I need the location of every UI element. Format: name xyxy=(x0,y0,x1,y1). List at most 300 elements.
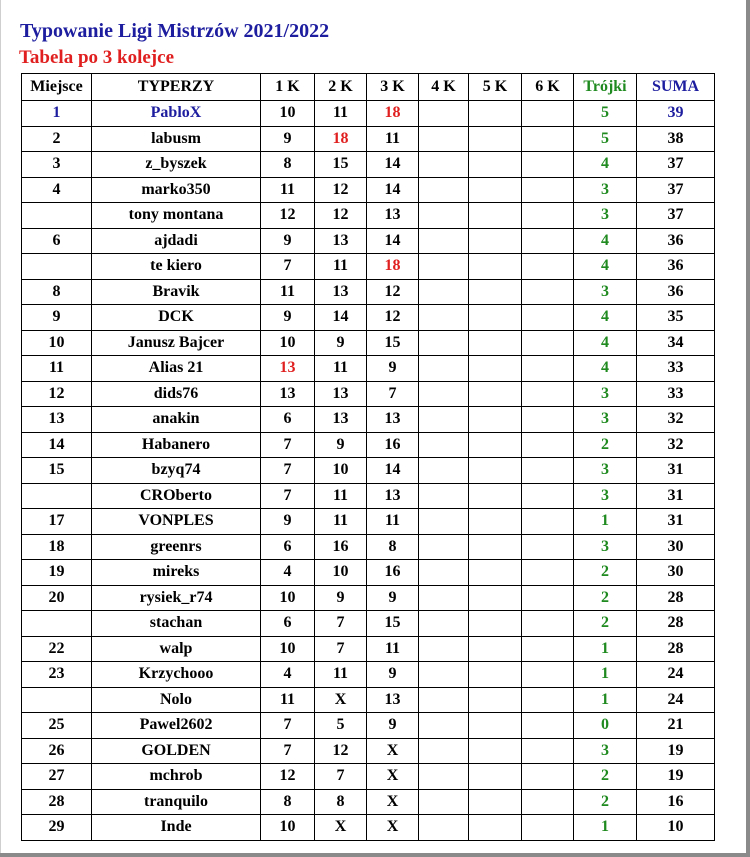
player-name-cell: Pawel2602 xyxy=(92,713,261,739)
trojki-cell: 3 xyxy=(574,177,637,203)
table-row xyxy=(22,789,715,815)
round-3-cell: 13 xyxy=(367,687,419,713)
header-k1: 1 K xyxy=(261,74,315,101)
round-6-cell xyxy=(522,662,574,688)
player-name-cell: CROberto xyxy=(92,483,261,509)
trojki-cell: 3 xyxy=(574,534,637,560)
round-6-cell xyxy=(522,738,574,764)
suma-cell: 28 xyxy=(637,636,715,662)
player-name-cell: greenrs xyxy=(92,534,261,560)
table-row xyxy=(22,432,715,458)
trojki-cell: 4 xyxy=(574,254,637,280)
player-name-cell: tony montana xyxy=(92,203,261,229)
round-1-cell: 10 xyxy=(261,815,315,841)
round-5-cell xyxy=(469,381,522,407)
suma-cell: 36 xyxy=(637,228,715,254)
trojki-cell: 5 xyxy=(574,101,637,127)
trojki-cell: 2 xyxy=(574,560,637,586)
round-4-cell xyxy=(419,738,469,764)
header-k4: 4 K xyxy=(419,74,469,101)
player-name-cell: bzyq74 xyxy=(92,458,261,484)
suma-cell: 31 xyxy=(637,509,715,535)
suma-cell: 24 xyxy=(637,687,715,713)
place-cell: 17 xyxy=(22,509,92,535)
header-k6: 6 K xyxy=(522,74,574,101)
round-1-cell: 13 xyxy=(261,381,315,407)
trojki-cell: 1 xyxy=(574,662,637,688)
round-3-cell: 14 xyxy=(367,458,419,484)
page-title: Typowanie Ligi Mistrzów 2021/2022 xyxy=(20,20,330,42)
round-6-cell xyxy=(522,687,574,713)
player-name-cell: Habanero xyxy=(92,432,261,458)
round-3-cell: X xyxy=(367,815,419,841)
suma-cell: 36 xyxy=(637,254,715,280)
round-1-cell: 6 xyxy=(261,534,315,560)
round-1-cell: 7 xyxy=(261,483,315,509)
round-3-cell: 8 xyxy=(367,534,419,560)
round-3-cell: 9 xyxy=(367,713,419,739)
suma-cell: 37 xyxy=(637,177,715,203)
round-5-cell xyxy=(469,764,522,790)
place-cell: 10 xyxy=(22,330,92,356)
place-cell: 22 xyxy=(22,636,92,662)
round-2-cell: 10 xyxy=(315,458,367,484)
header-players: TYPERZY xyxy=(92,74,261,101)
round-5-cell xyxy=(469,330,522,356)
player-name-cell: VONPLES xyxy=(92,509,261,535)
round-6-cell xyxy=(522,381,574,407)
round-2-cell: 11 xyxy=(315,509,367,535)
round-5-cell xyxy=(469,177,522,203)
player-name-cell: Alias 21 xyxy=(92,356,261,382)
round-5-cell xyxy=(469,509,522,535)
suma-cell: 35 xyxy=(637,305,715,331)
round-5-cell xyxy=(469,560,522,586)
round-3-cell: 13 xyxy=(367,483,419,509)
trojki-cell: 4 xyxy=(574,228,637,254)
player-name-cell: dids76 xyxy=(92,381,261,407)
round-4-cell xyxy=(419,152,469,178)
round-5-cell xyxy=(469,279,522,305)
standings-body xyxy=(22,101,715,841)
round-4-cell xyxy=(419,458,469,484)
round-6-cell xyxy=(522,305,574,331)
suma-cell: 30 xyxy=(637,534,715,560)
place-cell xyxy=(22,483,92,509)
suma-cell: 37 xyxy=(637,203,715,229)
round-6-cell xyxy=(522,815,574,841)
table-row xyxy=(22,228,715,254)
round-1-cell: 6 xyxy=(261,611,315,637)
suma-cell: 30 xyxy=(637,560,715,586)
round-2-cell: 11 xyxy=(315,483,367,509)
round-1-cell: 11 xyxy=(261,687,315,713)
trojki-cell: 4 xyxy=(574,330,637,356)
round-3-cell: 15 xyxy=(367,611,419,637)
player-name-cell: te kiero xyxy=(92,254,261,280)
suma-cell: 28 xyxy=(637,585,715,611)
table-row xyxy=(22,585,715,611)
suma-cell: 19 xyxy=(637,738,715,764)
suma-cell: 31 xyxy=(637,483,715,509)
player-name-cell: z_byszek xyxy=(92,152,261,178)
round-6-cell xyxy=(522,585,574,611)
round-6-cell xyxy=(522,101,574,127)
round-3-cell: 13 xyxy=(367,203,419,229)
suma-cell: 31 xyxy=(637,458,715,484)
round-4-cell xyxy=(419,662,469,688)
place-cell xyxy=(22,254,92,280)
table-row xyxy=(22,687,715,713)
round-6-cell xyxy=(522,509,574,535)
table-row xyxy=(22,254,715,280)
suma-cell: 33 xyxy=(637,356,715,382)
round-4-cell xyxy=(419,483,469,509)
player-name-cell: labusm xyxy=(92,126,261,152)
header-row xyxy=(22,74,715,101)
round-1-cell: 7 xyxy=(261,254,315,280)
round-5-cell xyxy=(469,789,522,815)
round-2-cell: 7 xyxy=(315,611,367,637)
round-3-cell: 14 xyxy=(367,177,419,203)
trojki-cell: 2 xyxy=(574,585,637,611)
round-5-cell xyxy=(469,152,522,178)
place-cell: 28 xyxy=(22,789,92,815)
round-2-cell: 13 xyxy=(315,381,367,407)
suma-cell: 33 xyxy=(637,381,715,407)
round-1-cell: 8 xyxy=(261,152,315,178)
round-3-cell: 9 xyxy=(367,662,419,688)
suma-cell: 21 xyxy=(637,713,715,739)
table-row xyxy=(22,458,715,484)
player-name-cell: DCK xyxy=(92,305,261,331)
table-row xyxy=(22,126,715,152)
round-6-cell xyxy=(522,407,574,433)
round-4-cell xyxy=(419,815,469,841)
place-cell: 15 xyxy=(22,458,92,484)
page-subtitle: Tabela po 3 kolejce xyxy=(19,47,174,68)
suma-cell: 24 xyxy=(637,662,715,688)
round-4-cell xyxy=(419,534,469,560)
round-2-cell: 11 xyxy=(315,254,367,280)
round-5-cell xyxy=(469,126,522,152)
round-6-cell xyxy=(522,203,574,229)
round-5-cell xyxy=(469,432,522,458)
trojki-cell: 4 xyxy=(574,356,637,382)
round-6-cell xyxy=(522,560,574,586)
round-2-cell: 13 xyxy=(315,407,367,433)
trojki-cell: 4 xyxy=(574,152,637,178)
suma-cell: 39 xyxy=(637,101,715,127)
round-5-cell xyxy=(469,101,522,127)
round-1-cell: 7 xyxy=(261,738,315,764)
round-4-cell xyxy=(419,407,469,433)
player-name-cell: Bravik xyxy=(92,279,261,305)
place-cell: 19 xyxy=(22,560,92,586)
table-row xyxy=(22,509,715,535)
round-2-cell: 14 xyxy=(315,305,367,331)
table-row xyxy=(22,483,715,509)
round-6-cell xyxy=(522,432,574,458)
place-cell: 18 xyxy=(22,534,92,560)
round-3-cell: 15 xyxy=(367,330,419,356)
trojki-cell: 1 xyxy=(574,509,637,535)
round-6-cell xyxy=(522,458,574,484)
round-2-cell: 9 xyxy=(315,330,367,356)
round-4-cell xyxy=(419,789,469,815)
trojki-cell: 3 xyxy=(574,203,637,229)
place-cell xyxy=(22,203,92,229)
round-6-cell xyxy=(522,152,574,178)
round-6-cell xyxy=(522,534,574,560)
round-4-cell xyxy=(419,636,469,662)
table-row xyxy=(22,738,715,764)
place-cell: 6 xyxy=(22,228,92,254)
round-2-cell: 12 xyxy=(315,738,367,764)
round-4-cell xyxy=(419,305,469,331)
round-1-cell: 4 xyxy=(261,560,315,586)
trojki-cell: 3 xyxy=(574,738,637,764)
round-6-cell xyxy=(522,483,574,509)
round-5-cell xyxy=(469,815,522,841)
trojki-cell: 5 xyxy=(574,126,637,152)
round-3-cell: 18 xyxy=(367,254,419,280)
round-2-cell: 11 xyxy=(315,356,367,382)
round-3-cell: 7 xyxy=(367,381,419,407)
round-3-cell: 16 xyxy=(367,432,419,458)
round-4-cell xyxy=(419,560,469,586)
round-2-cell: 15 xyxy=(315,152,367,178)
round-5-cell xyxy=(469,483,522,509)
header-suma: SUMA xyxy=(637,74,715,101)
round-2-cell: 12 xyxy=(315,203,367,229)
round-4-cell xyxy=(419,203,469,229)
standings-table xyxy=(21,73,715,841)
table-row xyxy=(22,305,715,331)
round-5-cell xyxy=(469,687,522,713)
place-cell: 26 xyxy=(22,738,92,764)
place-cell: 12 xyxy=(22,381,92,407)
round-3-cell: 9 xyxy=(367,356,419,382)
round-2-cell: 10 xyxy=(315,560,367,586)
table-row xyxy=(22,101,715,127)
player-name-cell: Krzychooo xyxy=(92,662,261,688)
header-k2: 2 K xyxy=(315,74,367,101)
table-row xyxy=(22,560,715,586)
player-name-cell: anakin xyxy=(92,407,261,433)
trojki-cell: 3 xyxy=(574,483,637,509)
round-2-cell: 7 xyxy=(315,636,367,662)
round-2-cell: 5 xyxy=(315,713,367,739)
round-2-cell: 11 xyxy=(315,101,367,127)
round-3-cell: 9 xyxy=(367,585,419,611)
place-cell: 3 xyxy=(22,152,92,178)
place-cell: 8 xyxy=(22,279,92,305)
round-1-cell: 7 xyxy=(261,713,315,739)
player-name-cell: tranquilo xyxy=(92,789,261,815)
player-name-cell: GOLDEN xyxy=(92,738,261,764)
suma-cell: 37 xyxy=(637,152,715,178)
round-4-cell xyxy=(419,101,469,127)
round-1-cell: 11 xyxy=(261,177,315,203)
round-4-cell xyxy=(419,585,469,611)
trojki-cell: 3 xyxy=(574,381,637,407)
place-cell: 25 xyxy=(22,713,92,739)
table-row xyxy=(22,330,715,356)
header-k3: 3 K xyxy=(367,74,419,101)
round-3-cell: 11 xyxy=(367,636,419,662)
round-1-cell: 7 xyxy=(261,458,315,484)
round-1-cell: 10 xyxy=(261,101,315,127)
table-row xyxy=(22,407,715,433)
round-3-cell: 18 xyxy=(367,101,419,127)
trojki-cell: 3 xyxy=(574,407,637,433)
suma-cell: 32 xyxy=(637,432,715,458)
round-1-cell: 10 xyxy=(261,330,315,356)
round-5-cell xyxy=(469,356,522,382)
round-3-cell: 13 xyxy=(367,407,419,433)
trojki-cell: 3 xyxy=(574,279,637,305)
round-2-cell: 16 xyxy=(315,534,367,560)
trojki-cell: 1 xyxy=(574,815,637,841)
round-1-cell: 9 xyxy=(261,126,315,152)
round-5-cell xyxy=(469,254,522,280)
table-row xyxy=(22,815,715,841)
round-4-cell xyxy=(419,713,469,739)
round-5-cell xyxy=(469,458,522,484)
suma-cell: 38 xyxy=(637,126,715,152)
header-trojki: Trójki xyxy=(574,74,637,101)
round-3-cell: X xyxy=(367,738,419,764)
player-name-cell: rysiek_r74 xyxy=(92,585,261,611)
round-6-cell xyxy=(522,611,574,637)
round-5-cell xyxy=(469,585,522,611)
round-1-cell: 7 xyxy=(261,432,315,458)
round-2-cell: 12 xyxy=(315,177,367,203)
place-cell: 23 xyxy=(22,662,92,688)
round-6-cell xyxy=(522,330,574,356)
table-row xyxy=(22,764,715,790)
round-5-cell xyxy=(469,611,522,637)
round-6-cell xyxy=(522,636,574,662)
round-1-cell: 10 xyxy=(261,585,315,611)
round-6-cell xyxy=(522,356,574,382)
suma-cell: 32 xyxy=(637,407,715,433)
round-3-cell: X xyxy=(367,789,419,815)
round-4-cell xyxy=(419,279,469,305)
round-3-cell: 14 xyxy=(367,152,419,178)
round-1-cell: 11 xyxy=(261,279,315,305)
trojki-cell: 2 xyxy=(574,432,637,458)
player-name-cell: walp xyxy=(92,636,261,662)
round-5-cell xyxy=(469,662,522,688)
round-5-cell xyxy=(469,228,522,254)
round-1-cell: 10 xyxy=(261,636,315,662)
round-4-cell xyxy=(419,432,469,458)
round-2-cell: 13 xyxy=(315,228,367,254)
round-5-cell xyxy=(469,713,522,739)
suma-cell: 36 xyxy=(637,279,715,305)
round-2-cell: 9 xyxy=(315,585,367,611)
round-6-cell xyxy=(522,254,574,280)
suma-cell: 19 xyxy=(637,764,715,790)
round-2-cell: 9 xyxy=(315,432,367,458)
trojki-cell: 3 xyxy=(574,458,637,484)
round-6-cell xyxy=(522,177,574,203)
round-4-cell xyxy=(419,381,469,407)
table-row xyxy=(22,713,715,739)
round-5-cell xyxy=(469,534,522,560)
round-3-cell: 11 xyxy=(367,126,419,152)
round-2-cell: X xyxy=(315,815,367,841)
round-1-cell: 6 xyxy=(261,407,315,433)
round-2-cell: X xyxy=(315,687,367,713)
round-6-cell xyxy=(522,279,574,305)
place-cell: 2 xyxy=(22,126,92,152)
trojki-cell: 2 xyxy=(574,611,637,637)
player-name-cell: stachan xyxy=(92,611,261,637)
suma-cell: 10 xyxy=(637,815,715,841)
suma-cell: 34 xyxy=(637,330,715,356)
round-2-cell: 8 xyxy=(315,789,367,815)
place-cell: 4 xyxy=(22,177,92,203)
round-1-cell: 9 xyxy=(261,509,315,535)
table-row xyxy=(22,177,715,203)
place-cell: 13 xyxy=(22,407,92,433)
round-1-cell: 9 xyxy=(261,228,315,254)
place-cell: 9 xyxy=(22,305,92,331)
round-4-cell xyxy=(419,228,469,254)
table-row xyxy=(22,279,715,305)
round-2-cell: 18 xyxy=(315,126,367,152)
table-row xyxy=(22,381,715,407)
place-cell xyxy=(22,687,92,713)
table-row xyxy=(22,534,715,560)
round-1-cell: 13 xyxy=(261,356,315,382)
player-name-cell: mchrob xyxy=(92,764,261,790)
place-cell: 14 xyxy=(22,432,92,458)
round-5-cell xyxy=(469,305,522,331)
round-6-cell xyxy=(522,764,574,790)
header-place: Miejsce xyxy=(22,74,92,101)
player-name-cell: PabloX xyxy=(92,101,261,127)
round-5-cell xyxy=(469,407,522,433)
round-4-cell xyxy=(419,254,469,280)
round-6-cell xyxy=(522,713,574,739)
player-name-cell: mireks xyxy=(92,560,261,586)
trojki-cell: 1 xyxy=(574,687,637,713)
round-2-cell: 11 xyxy=(315,662,367,688)
table-row xyxy=(22,611,715,637)
table-row xyxy=(22,152,715,178)
round-4-cell xyxy=(419,611,469,637)
header-k5: 5 K xyxy=(469,74,522,101)
trojki-cell: 1 xyxy=(574,636,637,662)
round-6-cell xyxy=(522,228,574,254)
player-name-cell: ajdadi xyxy=(92,228,261,254)
table-row xyxy=(22,636,715,662)
round-3-cell: 14 xyxy=(367,228,419,254)
table-row xyxy=(22,356,715,382)
trojki-cell: 2 xyxy=(574,789,637,815)
round-6-cell xyxy=(522,126,574,152)
round-1-cell: 12 xyxy=(261,764,315,790)
round-5-cell xyxy=(469,636,522,662)
trojki-cell: 2 xyxy=(574,764,637,790)
suma-cell: 16 xyxy=(637,789,715,815)
player-name-cell: Janusz Bajcer xyxy=(92,330,261,356)
round-4-cell xyxy=(419,330,469,356)
